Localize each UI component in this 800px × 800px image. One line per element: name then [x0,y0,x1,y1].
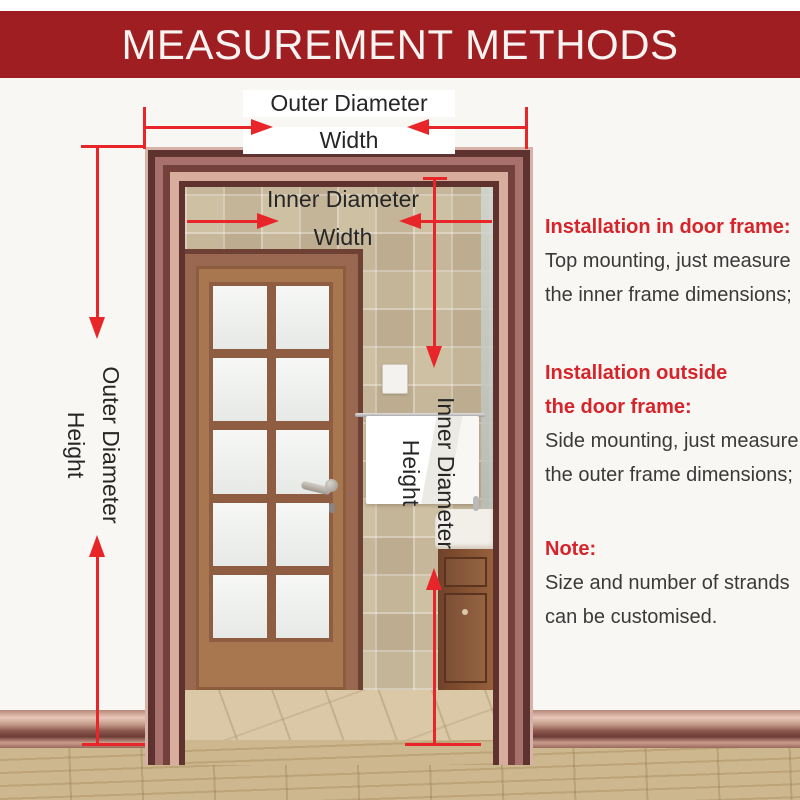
instruction-block-in-frame [545,210,800,312]
outer-height-line-bottom [96,557,99,746]
inner-height-tick-bottom [405,743,481,746]
inner-width-label-line1: Inner Diameter [266,186,420,212]
outer-width-label-line2: Width [243,127,455,154]
outer-height-arrowhead-up-icon [89,535,105,557]
instruction-body-line: Side mounting, just measure [545,430,799,452]
frosted-glass-grid [209,282,333,642]
inner-width-arrowhead-right-icon [257,213,279,229]
instruction-block-outside-frame [545,356,800,492]
glass-pane [213,430,267,493]
inner-height-label: Inner Diameter Height [398,396,459,550]
glass-pane [276,286,330,349]
keyhole [329,503,335,513]
instruction-body-line: the outer frame dimensions; [545,464,793,486]
glass-pane [213,575,267,638]
inner-width-arrowhead-left-icon [399,213,421,229]
inner-door-casing [185,249,363,690]
header-banner [0,11,800,78]
inner-door [196,266,346,690]
instruction-heading: Note: [545,538,597,560]
glass-pane [276,503,330,566]
outer-height-tick-bottom [82,743,145,746]
inner-width-label-line2: Width [313,224,373,250]
outer-width-arrowhead-right-icon [251,119,273,135]
glass-pane [276,575,330,638]
inner-width-arrow-right-line [421,220,492,223]
instruction-heading: Installation outside [545,362,728,384]
inner-width-arrow-left-line [187,220,259,223]
instruction-heading: Installation in door frame: [545,216,791,238]
outer-width-label-line1: Outer Diameter [243,90,455,117]
instruction-body-line: Size and number of strands [545,572,790,594]
door-handle-rosette [325,479,338,492]
page-title: MEASUREMENT METHODS [121,21,679,68]
light-switch [382,364,408,394]
outer-width-arrowhead-left-icon [407,119,429,135]
glass-pane [213,286,267,349]
mirror-edge [481,187,493,512]
instruction-body-line: can be customised. [545,606,718,628]
glass-pane [276,358,330,421]
instruction-heading: the door frame: [545,396,692,418]
glass-pane [213,503,267,566]
outer-height-arrowhead-down-icon [89,317,105,339]
outer-height-tick-top [81,145,145,148]
inner-height-arrowhead-down-icon [426,346,442,368]
outer-height-line-top [96,147,99,319]
outer-width-arrow-right-line [429,126,526,129]
inner-height-arrowhead-up-icon [426,568,442,590]
outer-width-arrow-left-line [145,126,253,129]
bathroom-tile-floor [185,690,493,740]
inner-height-line-bottom [433,590,436,746]
instruction-block-note [545,532,800,634]
inner-height-line-top [433,178,436,346]
outer-height-label: Outer Diameter Height [63,366,124,524]
vanity-cabinet [438,549,493,690]
faucet [473,496,479,511]
instruction-body-line: the inner frame dimensions; [545,284,792,306]
instruction-body-line: Top mounting, just measure [545,250,791,272]
glass-pane [213,358,267,421]
